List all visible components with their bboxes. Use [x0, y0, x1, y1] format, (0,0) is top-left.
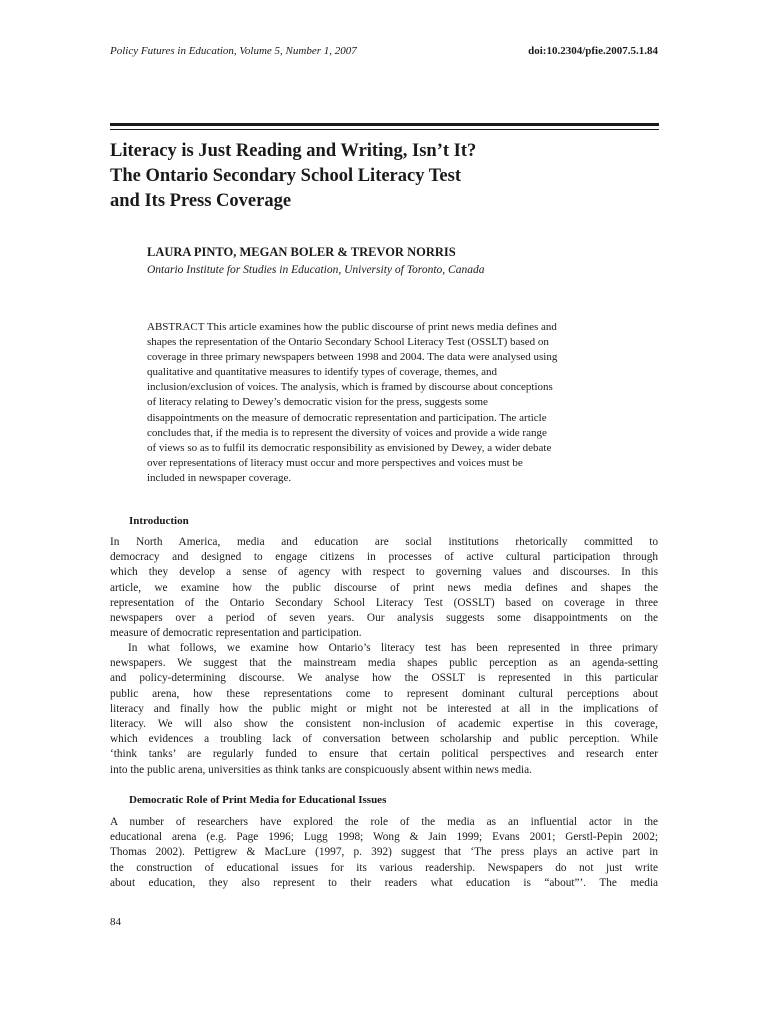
section-heading-introduction: Introduction — [129, 515, 189, 527]
abstract-line: concludes that, if the media is to represent the diversity of voices and provide a wide range — [147, 426, 547, 439]
body-line: article, we examine how the public discourse of print news media defines and shapes the — [110, 581, 658, 594]
title-line: The Ontario Secondary School Literacy Test — [110, 166, 461, 186]
abstract-line: of literacy relating to Dewey’s democratic vision for the press, suggests some — [147, 396, 488, 409]
doi: doi:10.2304/pfie.2007.5.1.84 — [528, 45, 658, 57]
abstract-line: over representations of literacy must occur and more perspectives and voices must be — [147, 456, 523, 469]
body-line: A number of researchers have explored the role of the media as an influential actor in the — [110, 816, 658, 828]
title-line: Literacy is Just Reading and Writing, Isn’t It? — [110, 141, 477, 161]
running-header — [110, 43, 658, 59]
abstract-line: inclusion/exclusion of voices. The analysis, which is framed by discourse about conceptions — [147, 381, 553, 394]
body-line: public arena, how these representations come to represent dominant cultural perceptions about — [110, 687, 658, 700]
section-heading-democratic-role: Democratic Role of Print Media for Educational Issues — [129, 794, 387, 806]
body-line: In North America, media and education are social institutions rhetorically committed to — [110, 536, 658, 548]
body-line: Thomas 2002). Pettigrew & MacLure (1997, p. 392) suggest that ‘The press plays an active part in — [110, 846, 658, 859]
authors: LAURA PINTO, MEGAN BOLER & TREVOR NORRIS — [147, 245, 456, 259]
title-rule-thick — [110, 123, 659, 126]
abstract-line: included in newspaper coverage. — [147, 471, 292, 484]
body-line: In what follows, we examine how Ontario’s literacy test has been represented in three primary — [128, 642, 658, 654]
abstract-line: coverage in three primary newspapers between 1998 and 2004. The data were analysed using — [147, 351, 558, 364]
body-line: into the public arena, universities as think tanks are conspicuously absent within news media. — [110, 763, 532, 776]
body-line: representation of the Ontario Secondary School Literacy Test (OSSLT) based on coverage in three — [110, 596, 658, 609]
abstract — [147, 320, 658, 486]
body-line: newspapers. We suggest that the mainstream media shapes public perception as an agenda-setting — [110, 657, 658, 670]
title-line: and Its Press Coverage — [110, 191, 292, 211]
abstract-line: of views so as to fulfil its democratic responsibility as envisioned by Dewey, a wider debate — [147, 441, 552, 454]
abstract-line: shapes the representation of the Ontario Secondary School Literacy Test (OSSLT) based on — [147, 336, 549, 349]
body-line: ‘think tanks’ are regularly funded to ensure that certain political perspectives and research enter — [110, 748, 658, 761]
body-line: the construction of educational issues for its various readership. Newspapers do not just write — [110, 861, 658, 874]
introduction-paragraph-2 — [110, 641, 658, 778]
body-line: and policy-determining discourse. We analyse how the OSSLT is represented in this particular — [110, 672, 658, 685]
democratic-role-paragraph-1 — [110, 815, 658, 891]
page-number: 84 — [110, 916, 121, 928]
body-line: about education, they also represent to their readers what education is “about”’. The media — [110, 876, 658, 889]
body-line: which evidences a troubling lack of conversation between scholarship and public perception. While — [110, 733, 658, 746]
body-line: measure of democratic representation and participation. — [110, 627, 362, 640]
abstract-line: disappointments on the measure of democratic representation and participation. The article — [147, 411, 547, 424]
article-title — [110, 139, 658, 214]
title-rule-thin — [110, 129, 659, 130]
abstract-line: qualitative and quantitative measures to identify types of coverage, themes, and — [147, 366, 498, 379]
body-line: educational arena (e.g. Page 1996; Lugg 1998; Wong & Jain 1999; Evans 2001; Gerstl-Pepin 2002; — [110, 831, 658, 844]
introduction-paragraph-1 — [110, 535, 658, 641]
affiliation: Ontario Institute for Studies in Education, University of Toronto, Canada — [147, 264, 485, 276]
body-line: which they develop a sense of agency with respect to governing values and discourses. In this — [110, 566, 658, 579]
body-line: democracy and designed to engage citizens in processes of active cultural participation through — [110, 551, 658, 564]
body-line: literacy. We will also show the consistent non-inclusion of academic expertise in this coverage, — [110, 718, 658, 731]
body-line: literacy and finally how the public might or might not be interested at all in the implications of — [110, 702, 658, 715]
body-line: newspapers over a period of seven years. Our analysis suggests some disappointments on the — [110, 612, 658, 625]
abstract-line: ABSTRACT This article examines how the public discourse of print news media defines and — [147, 321, 557, 333]
journal-citation: Policy Futures in Education, Volume 5, Number 1, 2007 — [110, 45, 357, 57]
